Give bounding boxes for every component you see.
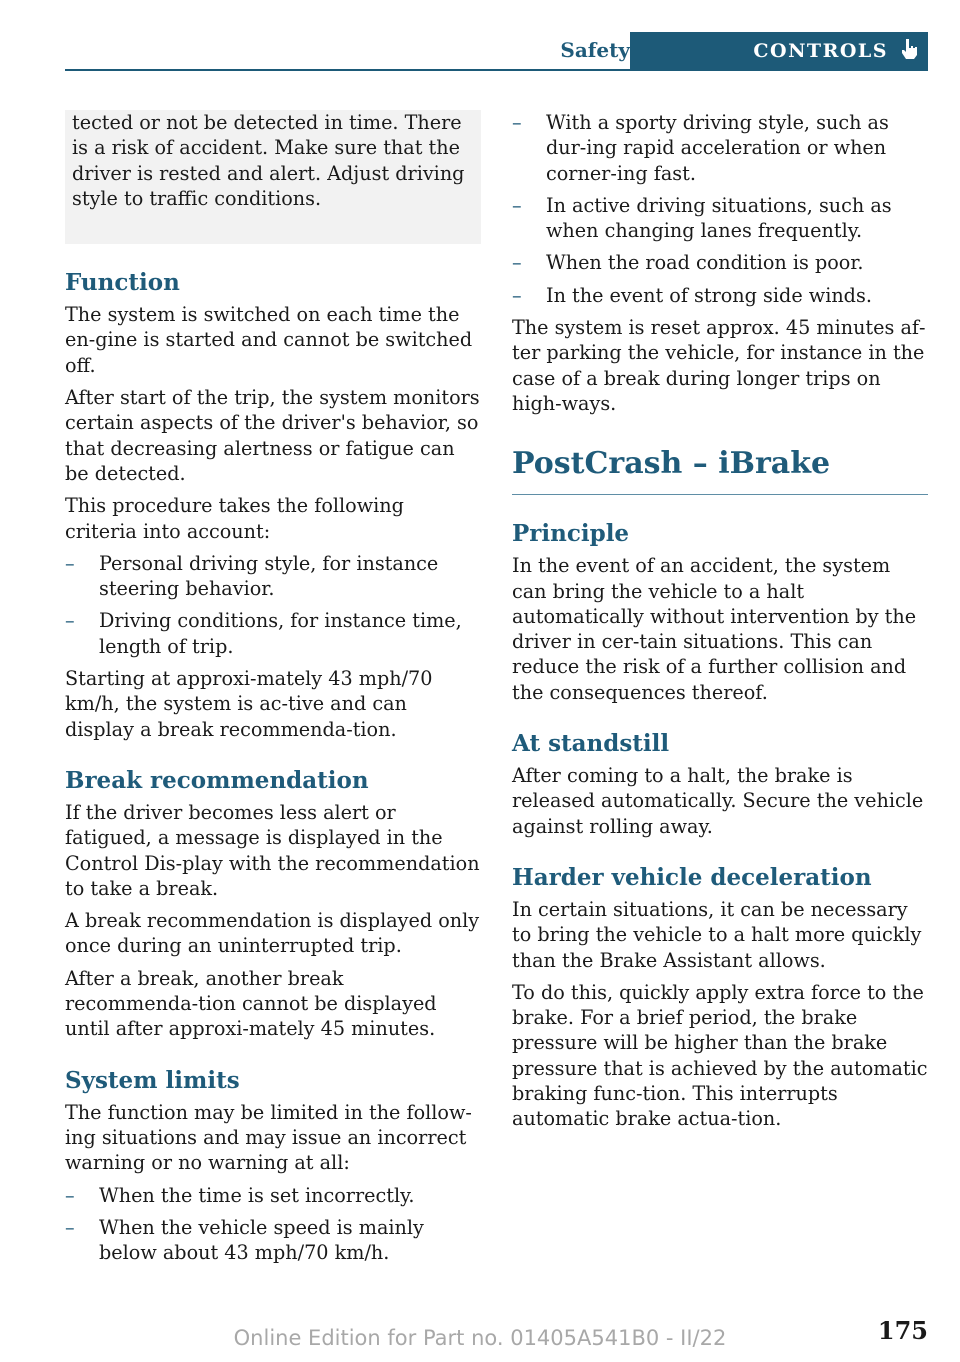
list-item: – With a sporty driving style, such as dur‐ing rapid acceleration or when corner‐ing fast. — [512, 110, 928, 186]
deceleration-paragraph: In certain situations, it can be necessary to bring the vehicle to a halt more quickly than the Brake Assistant allows. — [512, 897, 922, 972]
break-paragraph: A break recommendation is displayed only once during an uninterrupted trip. — [65, 909, 480, 958]
pointing-hand-icon — [900, 37, 918, 65]
criteria-list — [65, 551, 481, 659]
limits-list-continued — [512, 110, 928, 308]
function-heading: Function — [65, 269, 180, 297]
limits-paragraph: The function may be limited in the follow‐ing situations and may issue an incorrect warning or no warning at all: — [65, 1100, 472, 1175]
standstill-paragraph: After coming to a halt, the brake is released automatically. Secure the vehicle against rolling away. — [512, 764, 924, 838]
postcrash-heading: PostCrash – iBrake — [512, 442, 928, 495]
list-item: – When the time is set incorrectly. — [65, 1183, 481, 1208]
principle-paragraph: In the event of an accident, the system can bring the vehicle to a halt automatically without intervention by the driver in cer‐tain situations. This can reduce the risk of a further collision and the consequences thereof. — [512, 554, 917, 704]
header-rule — [65, 69, 928, 71]
list-item: – In the event of strong side winds. — [512, 283, 928, 308]
warning-text: tected or not be detected in time. There is a risk of accident. Make sure that the driver is rested and alert. Adjust driving style to traffic conditions. — [72, 111, 465, 210]
limits-list — [65, 1183, 481, 1266]
list-item: – Personal driving style, for instance steering behavior. — [65, 551, 481, 602]
warning-box — [65, 110, 481, 244]
principle-heading: Principle — [512, 520, 630, 548]
list-item: – When the road condition is poor. — [512, 250, 928, 275]
left-column — [65, 110, 481, 1272]
list-item: – In active driving situations, such as when changing lanes frequently. — [512, 193, 928, 244]
page-number: 175 — [877, 1316, 928, 1345]
reset-paragraph: The system is reset approx. 45 minutes af‐ter parking the vehicle, for instance in the case of a break during longer trips on high‐ways. — [512, 316, 926, 415]
footer-edition: Online Edition for Part no. 01405A541B0 - II/22 — [233, 1326, 727, 1350]
break-paragraph: After a break, another break recommenda‐tion cannot be displayed until after approxi‐mately 45 minutes. — [65, 966, 437, 1041]
deceleration-heading: Harder vehicle deceleration — [512, 863, 872, 891]
standstill-heading: At standstill — [512, 730, 670, 758]
function-paragraph: The system is switched on each time the en‐gine is started and cannot be switched off. — [65, 303, 473, 377]
break-recommendation-heading: Break recommendation — [65, 766, 369, 794]
right-column — [512, 110, 928, 1139]
chapter-bar — [630, 32, 928, 70]
page-header — [65, 32, 928, 70]
deceleration-paragraph: To do this, quickly apply extra force to the brake. For a brief period, the brake pressure will be higher than the brake pressure that is achieved by the automatic braking func‐tion. This interrupts automatic brake actua‐tion. — [512, 980, 928, 1131]
chapter-title: CONTROLS — [753, 40, 888, 62]
function-paragraph: Starting at approxi‐mately 43 mph/70 km/h, the system is ac‐tive and can display a break recommenda‐tion. — [65, 667, 433, 741]
function-paragraph: After start of the trip, the system monitors certain aspects of the driver's behavior, so that decreasing alertness or fatigue can be detected. — [65, 386, 480, 485]
list-item: – When the vehicle speed is mainly below about 43 mph/70 km/h. — [65, 1215, 481, 1266]
break-paragraph: If the driver becomes less alert or fatigued, a message is displayed in the Control Dis‐play with the recommendation to take a break. — [65, 800, 480, 900]
section-title: Safety — [560, 38, 630, 62]
function-paragraph: This procedure takes the following criteria into account: — [65, 494, 404, 543]
list-item: – Driving conditions, for instance time, length of trip. — [65, 608, 481, 659]
system-limits-heading: System limits — [65, 1066, 240, 1094]
